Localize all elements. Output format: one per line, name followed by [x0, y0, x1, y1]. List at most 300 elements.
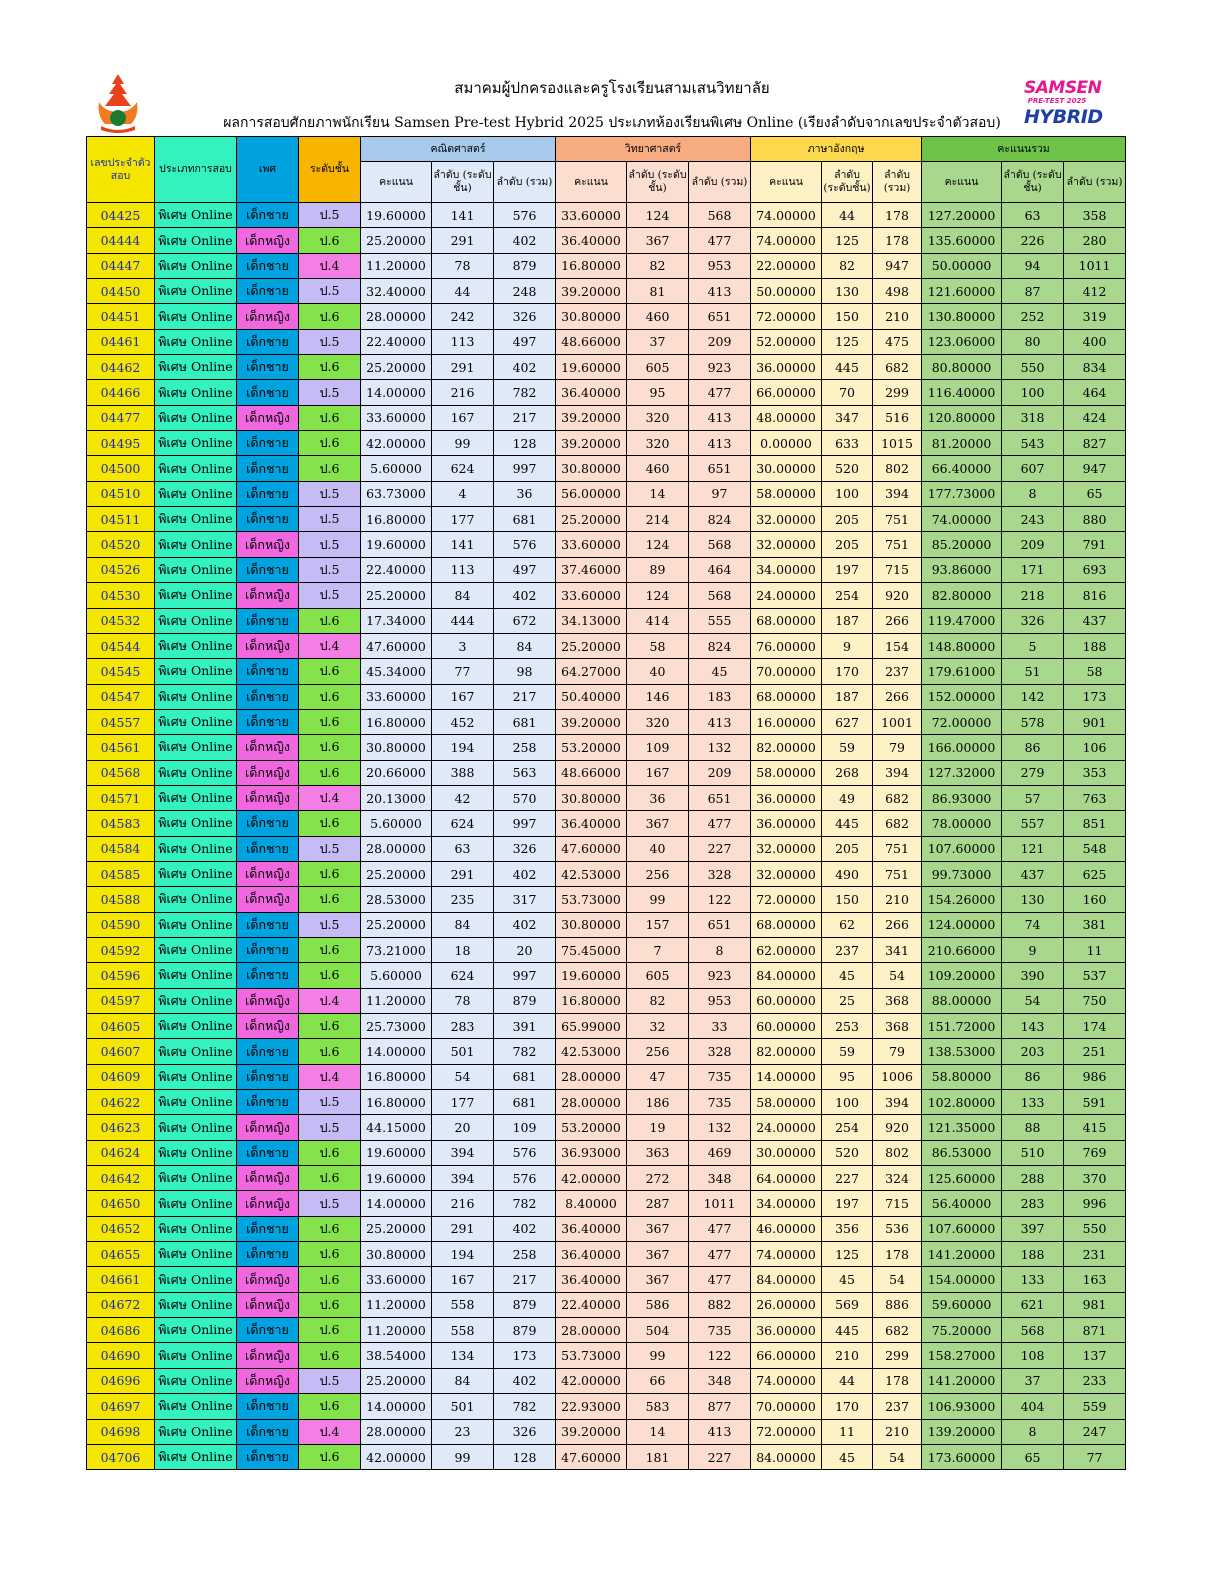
table-row: [87, 684, 1126, 709]
cell-total-rank-grade: 390: [1002, 963, 1064, 988]
cell-science-score: 22.40000: [556, 1292, 627, 1317]
table-row: [87, 608, 1126, 633]
cell-science-rank-all: 824: [689, 633, 751, 658]
cell-english-rank-grade: 205: [822, 836, 873, 861]
cell-exam-id: 04495: [87, 431, 155, 456]
cell-english-score: 34.00000: [751, 557, 822, 582]
cell-exam-id: 04451: [87, 304, 155, 329]
cell-math-rank-grade: 177: [432, 1090, 494, 1115]
cell-grade: ป.6: [299, 405, 361, 430]
cell-math-score: 22.40000: [361, 557, 432, 582]
cell-total-rank-all: 163: [1064, 1267, 1126, 1292]
cell-grade: ป.6: [299, 608, 361, 633]
cell-math-score: 44.15000: [361, 1115, 432, 1140]
cell-math-rank-all: 997: [494, 456, 556, 481]
header-math-score: คะแนน: [361, 162, 432, 203]
table-row: [87, 633, 1126, 658]
cell-total-score: 151.72000: [922, 1014, 1002, 1039]
cell-grade: ป.6: [299, 1343, 361, 1368]
cell-math-rank-all: 326: [494, 1419, 556, 1444]
cell-science-rank-all: 477: [689, 811, 751, 836]
cell-sex: เด็กชาย: [237, 203, 299, 228]
cell-grade: ป.4: [299, 253, 361, 278]
table-row: [87, 1318, 1126, 1343]
cell-math-rank-grade: 558: [432, 1318, 494, 1343]
cell-science-score: 36.40000: [556, 1242, 627, 1267]
cell-math-score: 19.60000: [361, 203, 432, 228]
cell-science-rank-grade: 272: [627, 1166, 689, 1191]
cell-total-score: 80.80000: [922, 355, 1002, 380]
cell-total-score: 56.40000: [922, 1191, 1002, 1216]
cell-sex: เด็กหญิง: [237, 1115, 299, 1140]
cell-exam-type: พิเศษ Online: [155, 583, 237, 608]
cell-math-rank-all: 672: [494, 608, 556, 633]
cell-math-score: 73.21000: [361, 937, 432, 962]
cell-math-score: 19.60000: [361, 1166, 432, 1191]
cell-science-score: 16.80000: [556, 253, 627, 278]
cell-total-rank-grade: 87: [1002, 279, 1064, 304]
cell-sex: เด็กชาย: [237, 836, 299, 861]
cell-total-rank-all: 173: [1064, 684, 1126, 709]
cell-grade: ป.6: [299, 1267, 361, 1292]
cell-english-rank-grade: 197: [822, 1191, 873, 1216]
cell-exam-id: 04447: [87, 253, 155, 278]
cell-science-score: 28.00000: [556, 1318, 627, 1343]
cell-total-rank-grade: 130: [1002, 887, 1064, 912]
cell-grade: ป.5: [299, 583, 361, 608]
cell-exam-type: พิเศษ Online: [155, 431, 237, 456]
cell-total-rank-all: 550: [1064, 1216, 1126, 1241]
cell-science-score: 25.20000: [556, 507, 627, 532]
cell-science-score: 36.40000: [556, 1216, 627, 1241]
cell-math-score: 20.13000: [361, 785, 432, 810]
cell-exam-id: 04686: [87, 1318, 155, 1343]
cell-english-rank-all: 751: [873, 532, 922, 557]
cell-exam-type: พิเศษ Online: [155, 1140, 237, 1165]
table-row: [87, 431, 1126, 456]
cell-english-score: 82.00000: [751, 1039, 822, 1064]
cell-exam-type: พิเศษ Online: [155, 861, 237, 886]
cell-total-score: 50.00000: [922, 253, 1002, 278]
cell-total-rank-all: 77: [1064, 1444, 1126, 1469]
cell-total-rank-grade: 318: [1002, 405, 1064, 430]
cell-english-rank-grade: 70: [822, 380, 873, 405]
cell-sex: เด็กชาย: [237, 709, 299, 734]
cell-english-rank-grade: 125: [822, 329, 873, 354]
cell-math-rank-all: 497: [494, 557, 556, 582]
cell-total-score: 141.20000: [922, 1368, 1002, 1393]
cell-english-rank-all: 178: [873, 228, 922, 253]
table-row: [87, 760, 1126, 785]
cell-total-score: 121.60000: [922, 279, 1002, 304]
cell-science-rank-all: 477: [689, 1216, 751, 1241]
cell-math-rank-all: 782: [494, 380, 556, 405]
cell-sex: เด็กชาย: [237, 355, 299, 380]
cell-english-score: 84.00000: [751, 963, 822, 988]
cell-total-rank-grade: 74: [1002, 912, 1064, 937]
cell-math-rank-grade: 18: [432, 937, 494, 962]
cell-math-score: 45.34000: [361, 659, 432, 684]
cell-science-score: 19.60000: [556, 355, 627, 380]
cell-english-rank-all: 947: [873, 253, 922, 278]
cell-total-score: 166.00000: [922, 735, 1002, 760]
cell-total-score: 152.00000: [922, 684, 1002, 709]
cell-exam-id: 04511: [87, 507, 155, 532]
cell-math-rank-grade: 113: [432, 329, 494, 354]
cell-exam-id: 04545: [87, 659, 155, 684]
cell-total-rank-all: 981: [1064, 1292, 1126, 1317]
cell-science-rank-all: 923: [689, 355, 751, 380]
cell-english-rank-grade: 210: [822, 1343, 873, 1368]
table-header: [87, 137, 1126, 203]
cell-english-score: 68.00000: [751, 684, 822, 709]
cell-sex: เด็กชาย: [237, 380, 299, 405]
table-row: [87, 1216, 1126, 1241]
cell-english-rank-all: 79: [873, 735, 922, 760]
cell-total-score: 139.20000: [922, 1419, 1002, 1444]
cell-grade: ป.6: [299, 811, 361, 836]
cell-english-rank-grade: 11: [822, 1419, 873, 1444]
cell-math-score: 5.60000: [361, 456, 432, 481]
cell-science-score: 36.40000: [556, 1267, 627, 1292]
cell-math-rank-grade: 78: [432, 253, 494, 278]
table-row: [87, 1191, 1126, 1216]
cell-science-rank-grade: 47: [627, 1064, 689, 1089]
table-row: [87, 1368, 1126, 1393]
table-row: [87, 1115, 1126, 1140]
cell-english-rank-grade: 254: [822, 583, 873, 608]
cell-english-rank-all: 536: [873, 1216, 922, 1241]
cell-science-rank-all: 33: [689, 1014, 751, 1039]
cell-grade: ป.4: [299, 1419, 361, 1444]
table-row: [87, 1394, 1126, 1419]
cell-exam-type: พิเศษ Online: [155, 887, 237, 912]
cell-math-rank-grade: 558: [432, 1292, 494, 1317]
cell-math-rank-all: 128: [494, 1444, 556, 1469]
cell-english-rank-all: 299: [873, 1343, 922, 1368]
cell-science-rank-all: 469: [689, 1140, 751, 1165]
cell-science-rank-grade: 66: [627, 1368, 689, 1393]
cell-exam-id: 04510: [87, 481, 155, 506]
cell-english-rank-all: 368: [873, 1014, 922, 1039]
cell-grade: ป.5: [299, 532, 361, 557]
cell-sex: เด็กหญิง: [237, 1343, 299, 1368]
cell-exam-id: 04462: [87, 355, 155, 380]
cell-sex: เด็กชาย: [237, 1419, 299, 1444]
table-row: [87, 1267, 1126, 1292]
cell-exam-id: 04571: [87, 785, 155, 810]
cell-total-rank-all: 827: [1064, 431, 1126, 456]
table-row: [87, 405, 1126, 430]
cell-english-score: 72.00000: [751, 1419, 822, 1444]
cell-math-rank-all: 402: [494, 583, 556, 608]
cell-english-score: 30.00000: [751, 456, 822, 481]
cell-exam-id: 04596: [87, 963, 155, 988]
table-row: [87, 887, 1126, 912]
cell-english-score: 84.00000: [751, 1267, 822, 1292]
cell-total-score: 130.80000: [922, 304, 1002, 329]
cell-grade: ป.4: [299, 1064, 361, 1089]
cell-math-rank-all: 997: [494, 811, 556, 836]
cell-science-rank-all: 413: [689, 279, 751, 304]
table-row: [87, 507, 1126, 532]
cell-total-score: 120.80000: [922, 405, 1002, 430]
cell-science-score: 30.80000: [556, 456, 627, 481]
cell-sex: เด็กหญิง: [237, 1191, 299, 1216]
cell-math-score: 25.20000: [361, 1368, 432, 1393]
cell-total-score: 78.00000: [922, 811, 1002, 836]
header-grade: ระดับชั้น: [299, 137, 361, 203]
cell-science-rank-grade: 363: [627, 1140, 689, 1165]
cell-total-score: 173.60000: [922, 1444, 1002, 1469]
cell-sex: เด็กชาย: [237, 1216, 299, 1241]
cell-sex: เด็กชาย: [237, 1090, 299, 1115]
cell-english-rank-all: 751: [873, 836, 922, 861]
cell-science-rank-grade: 14: [627, 1419, 689, 1444]
cell-science-rank-all: 132: [689, 1115, 751, 1140]
cell-exam-id: 04532: [87, 608, 155, 633]
cell-science-rank-all: 477: [689, 228, 751, 253]
cell-math-rank-all: 681: [494, 507, 556, 532]
cell-science-rank-grade: 58: [627, 633, 689, 658]
cell-math-score: 30.80000: [361, 735, 432, 760]
cell-english-score: 62.00000: [751, 937, 822, 962]
cell-science-rank-all: 568: [689, 532, 751, 557]
cell-total-rank-grade: 8: [1002, 1419, 1064, 1444]
cell-science-rank-grade: 95: [627, 380, 689, 405]
cell-math-score: 19.60000: [361, 532, 432, 557]
cell-science-score: 36.40000: [556, 228, 627, 253]
cell-science-rank-grade: 186: [627, 1090, 689, 1115]
cell-total-rank-all: 591: [1064, 1090, 1126, 1115]
cell-grade: ป.5: [299, 836, 361, 861]
cell-science-score: 42.53000: [556, 861, 627, 886]
cell-total-rank-grade: 621: [1002, 1292, 1064, 1317]
cell-math-rank-grade: 624: [432, 811, 494, 836]
cell-science-rank-grade: 124: [627, 532, 689, 557]
cell-exam-type: พิเศษ Online: [155, 456, 237, 481]
cell-math-rank-all: 173: [494, 1343, 556, 1368]
cell-total-rank-grade: 279: [1002, 760, 1064, 785]
table-row: [87, 963, 1126, 988]
header-english-score: คะแนน: [751, 162, 822, 203]
cell-science-rank-all: 953: [689, 988, 751, 1013]
cell-total-rank-all: 625: [1064, 861, 1126, 886]
cell-english-rank-all: 178: [873, 1368, 922, 1393]
cell-english-rank-all: 299: [873, 380, 922, 405]
cell-total-rank-all: 231: [1064, 1242, 1126, 1267]
cell-sex: เด็กชาย: [237, 557, 299, 582]
cell-total-rank-grade: 283: [1002, 1191, 1064, 1216]
cell-exam-id: 04672: [87, 1292, 155, 1317]
cell-total-rank-all: 1011: [1064, 253, 1126, 278]
cell-exam-id: 04661: [87, 1267, 155, 1292]
cell-sex: เด็กชาย: [237, 456, 299, 481]
cell-science-score: 28.00000: [556, 1064, 627, 1089]
header-sex: เพศ: [237, 137, 299, 203]
cell-math-rank-all: 497: [494, 329, 556, 354]
cell-total-score: 75.20000: [922, 1318, 1002, 1343]
cell-science-score: 50.40000: [556, 684, 627, 709]
table-row: [87, 557, 1126, 582]
cell-math-rank-all: 98: [494, 659, 556, 684]
cell-english-rank-all: 715: [873, 557, 922, 582]
cell-english-rank-grade: 445: [822, 355, 873, 380]
cell-math-score: 17.34000: [361, 608, 432, 633]
cell-science-rank-grade: 7: [627, 937, 689, 962]
cell-total-rank-grade: 568: [1002, 1318, 1064, 1343]
cell-total-score: 107.60000: [922, 836, 1002, 861]
cell-science-rank-grade: 124: [627, 583, 689, 608]
cell-science-score: 30.80000: [556, 912, 627, 937]
cell-math-rank-grade: 242: [432, 304, 494, 329]
header-math-rank-grade: ลำดับ (ระดับชั้น): [432, 162, 494, 203]
cell-math-rank-grade: 283: [432, 1014, 494, 1039]
cell-total-rank-all: 880: [1064, 507, 1126, 532]
header-english-rank-grade: ลำดับ (ระดับชั้น): [822, 162, 873, 203]
table-row: [87, 1166, 1126, 1191]
cell-exam-id: 04697: [87, 1394, 155, 1419]
cell-science-rank-all: 8: [689, 937, 751, 962]
logo-line1: SAMSEN: [1024, 78, 1102, 98]
cell-science-rank-all: 328: [689, 1039, 751, 1064]
cell-science-score: 25.20000: [556, 633, 627, 658]
cell-english-rank-all: 682: [873, 785, 922, 810]
cell-english-score: 76.00000: [751, 633, 822, 658]
cell-math-rank-grade: 291: [432, 228, 494, 253]
cell-total-rank-grade: 63: [1002, 203, 1064, 228]
cell-math-score: 42.00000: [361, 1444, 432, 1469]
cell-science-rank-grade: 320: [627, 405, 689, 430]
cell-science-rank-grade: 81: [627, 279, 689, 304]
cell-sex: เด็กหญิง: [237, 760, 299, 785]
cell-english-score: 74.00000: [751, 1368, 822, 1393]
cell-math-rank-grade: 77: [432, 659, 494, 684]
cell-english-rank-all: 802: [873, 1140, 922, 1165]
cell-exam-id: 04500: [87, 456, 155, 481]
cell-math-rank-grade: 291: [432, 861, 494, 886]
cell-english-score: 36.00000: [751, 355, 822, 380]
cell-math-score: 5.60000: [361, 811, 432, 836]
table-row: [87, 304, 1126, 329]
cell-total-rank-all: 412: [1064, 279, 1126, 304]
cell-math-rank-all: 576: [494, 203, 556, 228]
cell-english-rank-grade: 445: [822, 811, 873, 836]
cell-math-rank-all: 576: [494, 1140, 556, 1165]
cell-science-rank-grade: 109: [627, 735, 689, 760]
cell-exam-type: พิเศษ Online: [155, 963, 237, 988]
cell-math-rank-all: 879: [494, 253, 556, 278]
cell-science-score: 33.60000: [556, 203, 627, 228]
cell-math-rank-grade: 291: [432, 355, 494, 380]
cell-english-rank-all: 210: [873, 304, 922, 329]
cell-english-score: 68.00000: [751, 608, 822, 633]
cell-total-rank-grade: 288: [1002, 1166, 1064, 1191]
cell-math-rank-grade: 20: [432, 1115, 494, 1140]
cell-science-score: 48.66000: [556, 329, 627, 354]
cell-sex: เด็กชาย: [237, 1242, 299, 1267]
cell-science-rank-grade: 37: [627, 329, 689, 354]
cell-exam-type: พิเศษ Online: [155, 709, 237, 734]
cell-science-rank-all: 132: [689, 735, 751, 760]
cell-total-rank-grade: 133: [1002, 1090, 1064, 1115]
cell-grade: ป.6: [299, 431, 361, 456]
cell-total-rank-all: 559: [1064, 1394, 1126, 1419]
cell-grade: ป.5: [299, 279, 361, 304]
page-header: [0, 0, 1224, 136]
cell-science-rank-all: 477: [689, 1267, 751, 1292]
cell-total-rank-all: 370: [1064, 1166, 1126, 1191]
cell-exam-id: 04583: [87, 811, 155, 836]
cell-total-rank-grade: 510: [1002, 1140, 1064, 1165]
cell-english-score: 84.00000: [751, 1444, 822, 1469]
cell-total-rank-all: 548: [1064, 836, 1126, 861]
cell-math-rank-all: 317: [494, 887, 556, 912]
cell-math-rank-all: 326: [494, 836, 556, 861]
cell-grade: ป.6: [299, 1140, 361, 1165]
cell-math-score: 5.60000: [361, 963, 432, 988]
cell-sex: เด็กชาย: [237, 684, 299, 709]
cell-science-score: 39.20000: [556, 709, 627, 734]
cell-english-score: 36.00000: [751, 1318, 822, 1343]
cell-english-score: 48.00000: [751, 405, 822, 430]
cell-total-rank-grade: 86: [1002, 1064, 1064, 1089]
cell-math-score: 33.60000: [361, 405, 432, 430]
cell-sex: เด็กชาย: [237, 279, 299, 304]
cell-science-rank-all: 651: [689, 912, 751, 937]
cell-english-rank-grade: 170: [822, 659, 873, 684]
cell-science-score: 64.27000: [556, 659, 627, 684]
cell-math-rank-grade: 63: [432, 836, 494, 861]
cell-exam-id: 04547: [87, 684, 155, 709]
cell-exam-type: พิเศษ Online: [155, 1394, 237, 1419]
cell-english-rank-grade: 520: [822, 456, 873, 481]
cell-english-rank-all: 516: [873, 405, 922, 430]
cell-total-score: 85.20000: [922, 532, 1002, 557]
cell-total-rank-all: 769: [1064, 1140, 1126, 1165]
cell-english-rank-all: 237: [873, 659, 922, 684]
cell-total-rank-grade: 100: [1002, 380, 1064, 405]
cell-science-rank-all: 568: [689, 583, 751, 608]
cell-math-rank-grade: 44: [432, 279, 494, 304]
cell-total-score: 116.40000: [922, 380, 1002, 405]
cell-english-rank-grade: 9: [822, 633, 873, 658]
cell-english-rank-grade: 205: [822, 507, 873, 532]
table-row: [87, 937, 1126, 962]
cell-science-score: 65.99000: [556, 1014, 627, 1039]
cell-science-score: 36.93000: [556, 1140, 627, 1165]
cell-english-rank-all: 54: [873, 1444, 922, 1469]
cell-math-rank-grade: 501: [432, 1039, 494, 1064]
cell-total-score: 121.35000: [922, 1115, 1002, 1140]
cell-exam-type: พิเศษ Online: [155, 1039, 237, 1064]
logo-line2: PRE-TEST 2025: [1027, 97, 1087, 105]
cell-math-score: 19.60000: [361, 1140, 432, 1165]
cell-english-score: 32.00000: [751, 836, 822, 861]
cell-science-score: 42.00000: [556, 1368, 627, 1393]
cell-math-rank-all: 681: [494, 1090, 556, 1115]
cell-english-rank-all: 341: [873, 937, 922, 962]
cell-total-score: 102.80000: [922, 1090, 1002, 1115]
cell-total-rank-all: 901: [1064, 709, 1126, 734]
cell-math-rank-grade: 177: [432, 507, 494, 532]
cell-math-score: 16.80000: [361, 1064, 432, 1089]
cell-exam-type: พิเศษ Online: [155, 836, 237, 861]
cell-exam-type: พิเศษ Online: [155, 279, 237, 304]
cell-science-rank-grade: 82: [627, 988, 689, 1013]
cell-exam-type: พิเศษ Online: [155, 1166, 237, 1191]
cell-science-score: 53.73000: [556, 1343, 627, 1368]
